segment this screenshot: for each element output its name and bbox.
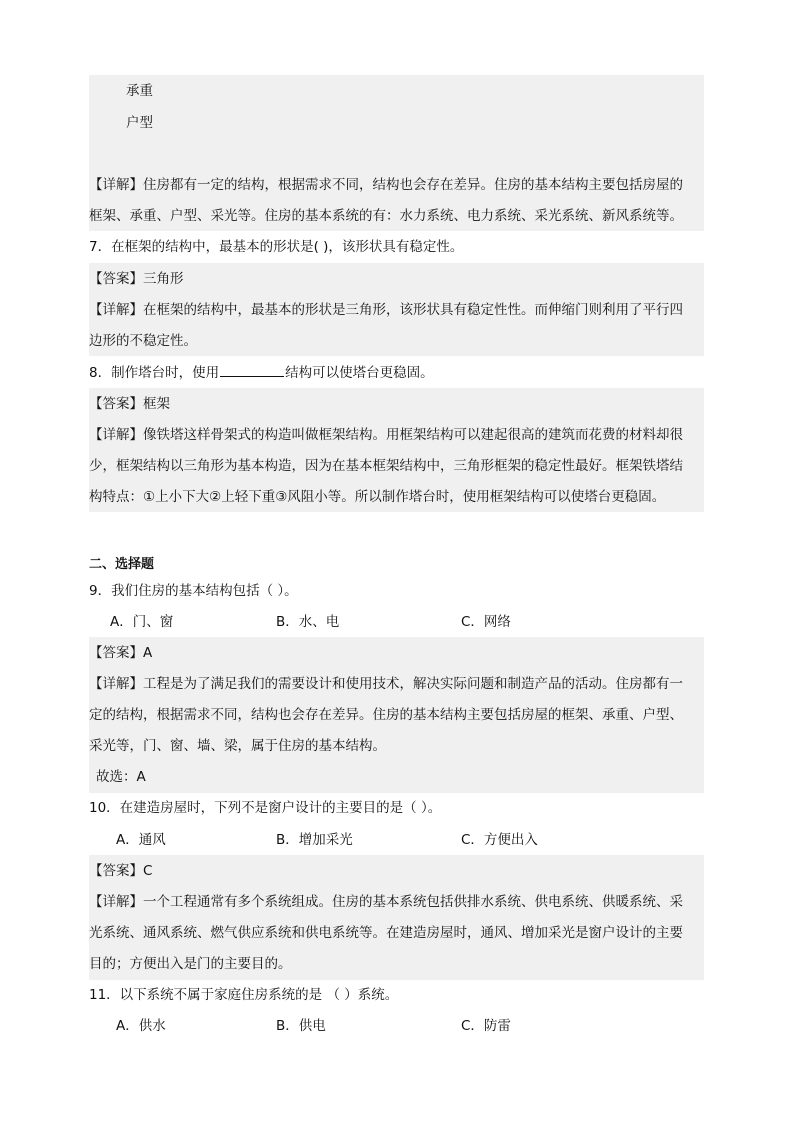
option-c: C．防雷 bbox=[461, 1018, 511, 1034]
answer-text: 【答案】三角形 bbox=[89, 271, 184, 287]
detail-text: 光系统、通风系统、燃气供应系统和供电系统等。在建造房屋时，通风、增加采光是窗户设计的主要 bbox=[89, 925, 683, 941]
option-c: C．方便出入 bbox=[461, 832, 538, 848]
option-c: C．网络 bbox=[461, 614, 511, 630]
option-a: A．门、窗 bbox=[110, 614, 174, 630]
detail-text: 框架、承重、户型、采光等。住房的基本系统的有：水力系统、电力系统、采光系统、新风系统等。 bbox=[89, 208, 683, 224]
detail-text: 目的；方便出入是门的主要目的。 bbox=[89, 956, 292, 972]
question-9: 9．我们住房的基本结构包括（ ）。 bbox=[89, 583, 298, 599]
section-heading: 二、选择题 bbox=[89, 557, 155, 572]
choice-text: 故选：A bbox=[96, 769, 146, 785]
question-8 bbox=[89, 362, 434, 383]
option-text: 承重 bbox=[126, 83, 153, 99]
question-11: 11．以下系统不属于家庭住房系统的是 （ ）系统。 bbox=[89, 987, 399, 1003]
detail-text: 【详解】在框架的结构中，最基本的形状是三角形，该形状具有稳定性性。而伸缩门则利用了平行四 bbox=[89, 302, 683, 318]
answer-text: 【答案】C bbox=[89, 863, 153, 879]
option-b: B．供电 bbox=[276, 1018, 326, 1034]
question-8-pre: 8．制作塔台时，使用 bbox=[89, 365, 220, 381]
question-8-post: 结构可以使塔台更稳固。 bbox=[285, 365, 434, 381]
answer-text: 【答案】A bbox=[89, 645, 153, 661]
detail-text: 构特点：①上小下大②上轻下重③风阻小等。所以制作塔台时，使用框架结构可以使塔台更稳固。 bbox=[89, 489, 666, 505]
question-7: 7．在框架的结构中，最基本的形状是( )，该形状具有稳定性。 bbox=[89, 239, 464, 255]
option-a: A．供水 bbox=[116, 1018, 166, 1034]
question-10: 10．在建造房屋时，下列不是窗户设计的主要目的是（ ）。 bbox=[89, 800, 442, 816]
answer-blank bbox=[220, 362, 284, 377]
detail-text: 【详解】工程是为了满足我们的需要设计和使用技术，解决实际问题和制造产品的活动。住房都有一 bbox=[89, 676, 683, 692]
detail-text: 少，框架结构以三角形为基本构造，因为在基本框架结构中，三角形框架的稳定性最好。框架铁塔结 bbox=[89, 458, 683, 474]
detail-text: 采光等，门、窗、墙、梁，属于住房的基本结构。 bbox=[89, 738, 386, 754]
detail-text: 【详解】一个工程通常有多个系统组成。住房的基本系统包括供排水系统、供电系统、供暖系统、采 bbox=[89, 894, 683, 910]
answer-text: 【答案】框架 bbox=[89, 396, 170, 412]
option-b: B．水、电 bbox=[276, 614, 340, 630]
option-text: 户型 bbox=[126, 115, 153, 131]
option-a: A．通风 bbox=[116, 832, 166, 848]
detail-text: 边形的不稳定性。 bbox=[89, 333, 197, 349]
option-b: B．增加采光 bbox=[276, 832, 353, 848]
detail-text: 定的结构，根据需求不同，结构也会存在差异。住房的基本结构主要包括房屋的框架、承重、户型、 bbox=[89, 707, 683, 723]
detail-text: 【详解】住房都有一定的结构，根据需求不同，结构也会存在差异。住房的基本结构主要包括房屋的 bbox=[89, 177, 683, 193]
detail-text: 【详解】像铁塔这样骨架式的构造叫做框架结构。用框架结构可以建起很高的建筑而花费的材料却很 bbox=[89, 427, 683, 443]
